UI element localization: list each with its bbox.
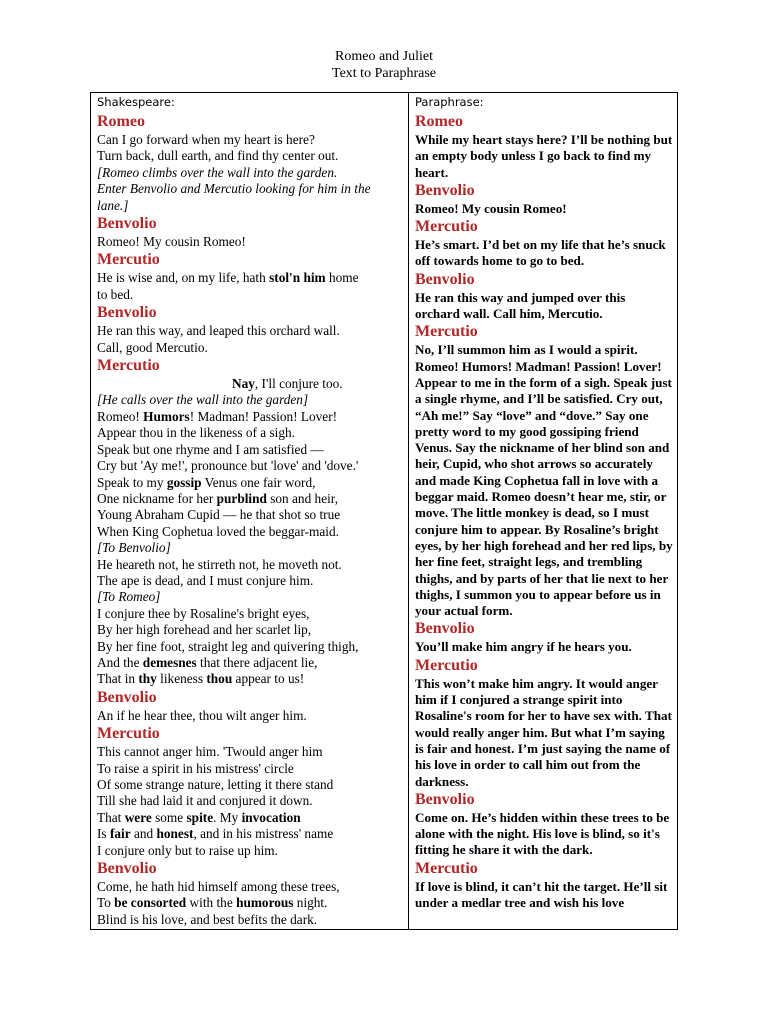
verse-line xyxy=(97,376,402,392)
document-title: Romeo and Juliet xyxy=(335,49,433,64)
verse-line xyxy=(97,744,402,760)
verse-line xyxy=(97,458,402,474)
verse-line xyxy=(97,340,402,356)
vocab-word: spite xyxy=(186,809,214,825)
text-run: Is xyxy=(97,826,110,842)
speaker-name: Benvolio xyxy=(97,304,157,322)
speaker-name: Mercutio xyxy=(97,357,160,375)
text-run: One nickname for her xyxy=(97,490,217,506)
text-run: [To Benvolio] xyxy=(97,540,171,556)
paraphrase-text: He’s smart. I’d bet on my life that he’s snuck off towards home to go to bed. xyxy=(415,237,666,269)
stage-direction xyxy=(97,165,402,181)
text-run: night. xyxy=(293,895,328,911)
verse-line xyxy=(97,708,402,724)
verse-line xyxy=(97,826,402,842)
speaker-name: Mercutio xyxy=(97,725,160,743)
comparison-table xyxy=(90,92,678,930)
column-divider xyxy=(408,93,409,929)
paraphrase-text: You’ll make him angry if he hears you. xyxy=(415,639,632,655)
verse-line xyxy=(97,132,402,148)
speaker-name: Mercutio xyxy=(415,323,478,341)
text-run: and xyxy=(130,826,157,842)
paraphrase-text: Romeo! My cousin Romeo! xyxy=(415,200,567,216)
text-run: home xyxy=(325,270,359,286)
text-run: He heareth not, he stirreth not, he moveth not. xyxy=(97,556,342,572)
text-run: Speak to my xyxy=(97,474,167,490)
text-run: To xyxy=(97,895,115,911)
vocab-word: thou xyxy=(206,671,233,687)
speaker-name: Mercutio xyxy=(415,218,478,236)
text-run: I conjure thee by Rosaline's bright eyes, xyxy=(97,605,310,621)
text-run: , and in his mistress' name xyxy=(193,826,334,842)
text-run: He is wise and, on my life, hath xyxy=(97,270,270,286)
verse-line xyxy=(97,879,402,895)
text-run: This cannot anger him. 'Twould anger him xyxy=(97,744,323,760)
verse-line xyxy=(97,507,402,523)
text-run: with the xyxy=(186,895,237,911)
speaker-name: Romeo xyxy=(97,113,145,130)
verse-line xyxy=(97,148,402,164)
stage-direction xyxy=(97,589,402,605)
verse-line xyxy=(97,475,402,491)
verse-line xyxy=(97,323,402,339)
paraphrase-text: This won’t make him angry. It would anger him if I conjured a strange spirit into Rosaline's room for her to have sex with. That would really anger him. But what I’m saying is fair and honest. I’m just saying the name of his love in order to call him out from the darkness. xyxy=(415,675,672,789)
text-run: Speak but one rhyme and I am satisfied — xyxy=(97,441,324,457)
verse-line xyxy=(97,491,402,507)
text-run: likeness xyxy=(156,671,207,687)
verse-line xyxy=(97,524,402,540)
vocab-word: Humors xyxy=(143,408,190,424)
speaker-name: Benvolio xyxy=(415,790,475,808)
vocab-word: stol'n him xyxy=(269,270,326,286)
verse-line xyxy=(97,573,402,589)
verse-line xyxy=(97,655,402,671)
vocab-word: be consorted xyxy=(114,895,187,911)
verse-line xyxy=(97,761,402,777)
text-run: Till she had laid it and conjured it down. xyxy=(97,793,313,809)
text-run: ! Madman! Passion! Lover! xyxy=(189,408,338,424)
verse-line xyxy=(97,671,402,687)
speaker-name: Benvolio xyxy=(415,181,475,199)
vocab-word: purblind xyxy=(216,490,267,506)
paraphrase-label: Paraphrase: xyxy=(415,95,484,109)
speaker-name: Benvolio xyxy=(97,215,157,233)
speaker-name: Romeo xyxy=(415,113,463,130)
paraphrase-column xyxy=(415,95,673,927)
text-run: Of some strange nature, letting it there stand xyxy=(97,777,334,792)
vocab-word: demesnes xyxy=(142,654,197,670)
text-run: to bed. xyxy=(97,286,134,302)
verse-line xyxy=(97,287,402,303)
stage-direction xyxy=(97,540,402,556)
text-run: appear to us! xyxy=(232,671,305,687)
text-run: I conjure only but to raise up him. xyxy=(97,842,278,858)
stage-direction xyxy=(97,392,402,408)
verse-line xyxy=(97,270,402,286)
vocab-word: were xyxy=(124,809,152,825)
verse-line xyxy=(97,793,402,809)
verse-line xyxy=(97,425,402,441)
speaker-name: Benvolio xyxy=(415,270,475,288)
text-run: Come, he hath hid himself among these trees, xyxy=(97,879,340,895)
speaker-name: Mercutio xyxy=(97,251,160,269)
text-run: And the xyxy=(97,654,143,670)
text-run: lane.] xyxy=(97,197,129,213)
document-subtitle: Text to Paraphrase xyxy=(332,66,436,81)
verse-line xyxy=(97,606,402,622)
verse-line xyxy=(97,442,402,458)
verse-line xyxy=(97,895,402,911)
text-run: Romeo! xyxy=(97,408,144,424)
verse-line xyxy=(97,843,402,859)
verse-line xyxy=(97,622,402,638)
text-run: Turn back, dull earth, and find thy center out. xyxy=(97,148,339,164)
text-run: Call, good Mercutio. xyxy=(97,339,208,355)
vocab-word: gossip xyxy=(166,474,202,490)
paraphrase-text: While my heart stays here? I’ll be nothing but an empty body unless I go back to find my heart. xyxy=(415,132,673,180)
speaker-name: Benvolio xyxy=(97,688,157,706)
text-run: [He calls over the wall into the garden] xyxy=(97,392,309,408)
text-run: [Romeo climbs over the wall into the garden. xyxy=(97,164,338,180)
text-run: He ran this way, and leaped this orchard wall. xyxy=(97,323,340,339)
verse-line xyxy=(97,234,402,250)
text-run: Appear thou in the likeness of a sigh. xyxy=(97,425,295,441)
text-run: By her fine foot, straight leg and quivering thigh, xyxy=(97,638,359,654)
vocab-word: humorous xyxy=(236,895,294,911)
speaker-name: Benvolio xyxy=(97,860,157,878)
text-run: son and heir, xyxy=(266,490,339,506)
text-run: , I'll conjure too. xyxy=(254,376,343,392)
text-run: Cry but 'Ay me!', pronounce but 'love' and 'dove.' xyxy=(97,458,359,474)
text-run: [To Romeo] xyxy=(97,589,161,605)
paraphrase-text: He ran this way and jumped over this orchard wall. Call him, Mercutio. xyxy=(415,289,626,322)
verse-line xyxy=(97,639,402,655)
paraphrase-text: Come on. He’s hidden within these trees to be alone with the night. His love is blind, so it's fitting he share it with the dark. xyxy=(415,809,670,858)
text-run: An if he hear thee, thou wilt anger him. xyxy=(97,707,307,723)
text-run: Enter Benvolio and Mercutio looking for him in the xyxy=(97,181,371,197)
text-run: That xyxy=(97,809,125,825)
text-run: Young Abraham Cupid — he that shot so true xyxy=(97,507,341,523)
stage-direction xyxy=(97,181,402,197)
text-run: Can I go forward when my heart is here? xyxy=(97,132,315,147)
text-run: The ape is dead, and I must conjure him. xyxy=(97,572,314,588)
vocab-word: Nay xyxy=(232,376,255,392)
text-run: By her high forehead and her scarlet lip, xyxy=(97,622,312,638)
stage-direction xyxy=(97,198,402,214)
text-run: . My xyxy=(213,809,242,825)
text-run: Blind is his love, and best befits the dark. xyxy=(97,911,318,927)
shakespeare-column xyxy=(97,95,402,927)
shakespeare-label: Shakespeare: xyxy=(97,95,175,109)
text-run: To raise a spirit in his mistress' circle xyxy=(97,760,294,776)
vocab-word: thy xyxy=(138,671,157,687)
paraphrase-text: If love is blind, it can’t hit the target. He’ll sit under a medlar tree and wish his love xyxy=(415,878,668,910)
speaker-name: Mercutio xyxy=(415,859,478,877)
text-run: some xyxy=(151,809,187,825)
verse-line xyxy=(97,409,402,425)
speaker-name: Mercutio xyxy=(415,656,478,674)
text-run: Venus one fair word, xyxy=(201,474,316,490)
text-run: Romeo! My cousin Romeo! xyxy=(97,234,246,250)
text-run: that there adjacent lie, xyxy=(196,654,318,670)
vocab-word: honest xyxy=(156,826,194,842)
speaker-name: Benvolio xyxy=(415,620,475,638)
paraphrase-text: No, I’ll summon him as I would a spirit. Romeo! Humors! Madman! Passion! Lover! Appear to me in the form of a sigh. Speak just a single rhyme, and I’ll be satisfied. Cry out, “Ah me!” Say “love” and “dove.” Say one pretty word to my good gossiping friend Venus. Say the nickname of her blind son and heir, Cupid, who shot arrows so accurately and made King Cophetua fall in love with a beggar maid. Romeo doesn’t hear me, stir, or move. The little monkey is dead, so I must conjure him to appear. By Rosaline’s bright eyes, by her high forehead and her red lips, by her fine feet, straight legs, and trembling thighs, and by parts of her that lie next to her thighs, I summon you to appear before us in your actual form. xyxy=(415,342,673,619)
verse-line xyxy=(97,557,402,573)
text-run: When King Cophetua loved the beggar-maid. xyxy=(97,523,339,539)
vocab-word: fair xyxy=(109,826,131,842)
vocab-word: invocation xyxy=(241,809,301,825)
verse-line xyxy=(97,912,402,927)
text-run: That in xyxy=(97,671,139,687)
verse-line xyxy=(97,777,402,793)
verse-line xyxy=(97,810,402,826)
